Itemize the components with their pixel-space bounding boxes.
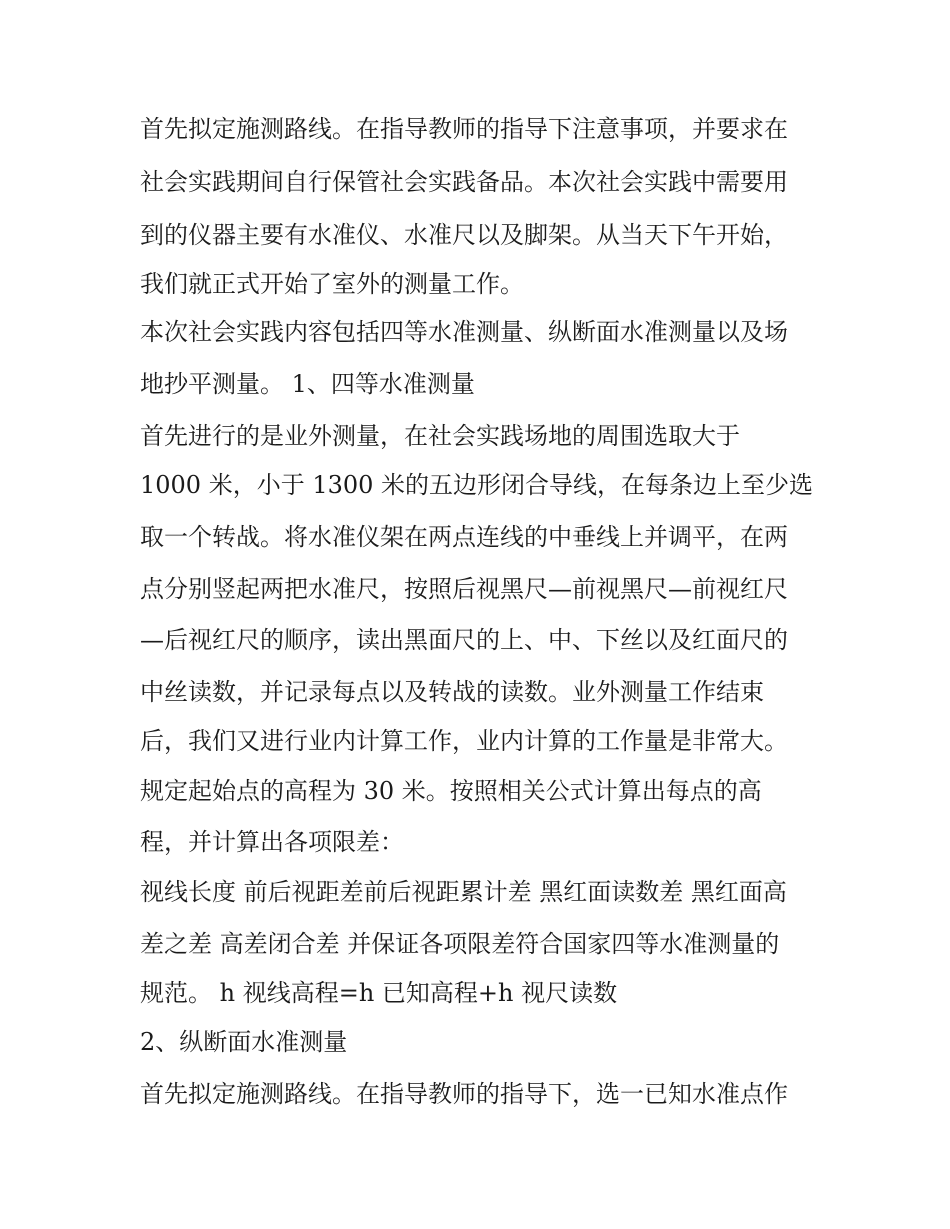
- text-line: 社会实践期间自行保管社会实践备品。本次社会实践中需要用: [140, 168, 788, 196]
- text-line: —后视红尺的顺序，读出黑面尺的上、中、下丝以及红面尺的: [140, 626, 788, 654]
- text-line: 地抄平测量。 1、四等水准测量: [140, 370, 475, 398]
- text-line: 到的仪器主要有水准仪、水准尺以及脚架。从当天下午开始，: [140, 221, 788, 249]
- text-line: 后，我们又进行业内计算工作，业内计算的工作量是非常大。: [140, 727, 788, 755]
- text-line: 规定起始点的高程为 30 米。按照相关公式计算出每点的高: [140, 777, 762, 805]
- text-line: 点分别竖起两把水准尺，按照后视黑尺—前视黑尺—前视红尺: [140, 575, 788, 603]
- text-line: 程，并计算出各项限差：: [140, 828, 404, 856]
- text-line: 视线长度 前后视距差前后视距累计差 黑红面读数差 黑红面高: [140, 878, 787, 906]
- text-line: 我们就正式开始了室外的测量工作。: [140, 270, 524, 298]
- text-line: 规范。 h 视线高程=h 已知高程+h 视尺读数: [140, 979, 618, 1007]
- text-line: 差之差 高差闭合差 并保证各项限差符合国家四等水准测量的: [140, 930, 780, 958]
- text-line: 1000 米，小于 1300 米的五边形闭合导线，在每条边上至少选: [140, 471, 814, 499]
- text-line: 取一个转战。将水准仪架在两点连线的中垂线上并调平，在两: [140, 523, 788, 551]
- text-line: 2、纵断面水准测量: [140, 1028, 348, 1056]
- text-line: 中丝读数，并记录每点以及转战的读数。业外测量工作结束: [140, 678, 764, 706]
- text-line: 首先进行的是业外测量，在社会实践场地的周围选取大于: [140, 422, 740, 450]
- text-line: 首先拟定施测路线。在指导教师的指导下，选一已知水准点作: [140, 1080, 788, 1108]
- text-line: 本次社会实践内容包括四等水准测量、纵断面水准测量以及场: [140, 318, 788, 346]
- text-line: 首先拟定施测路线。在指导教师的指导下注意事项，并要求在: [140, 115, 788, 143]
